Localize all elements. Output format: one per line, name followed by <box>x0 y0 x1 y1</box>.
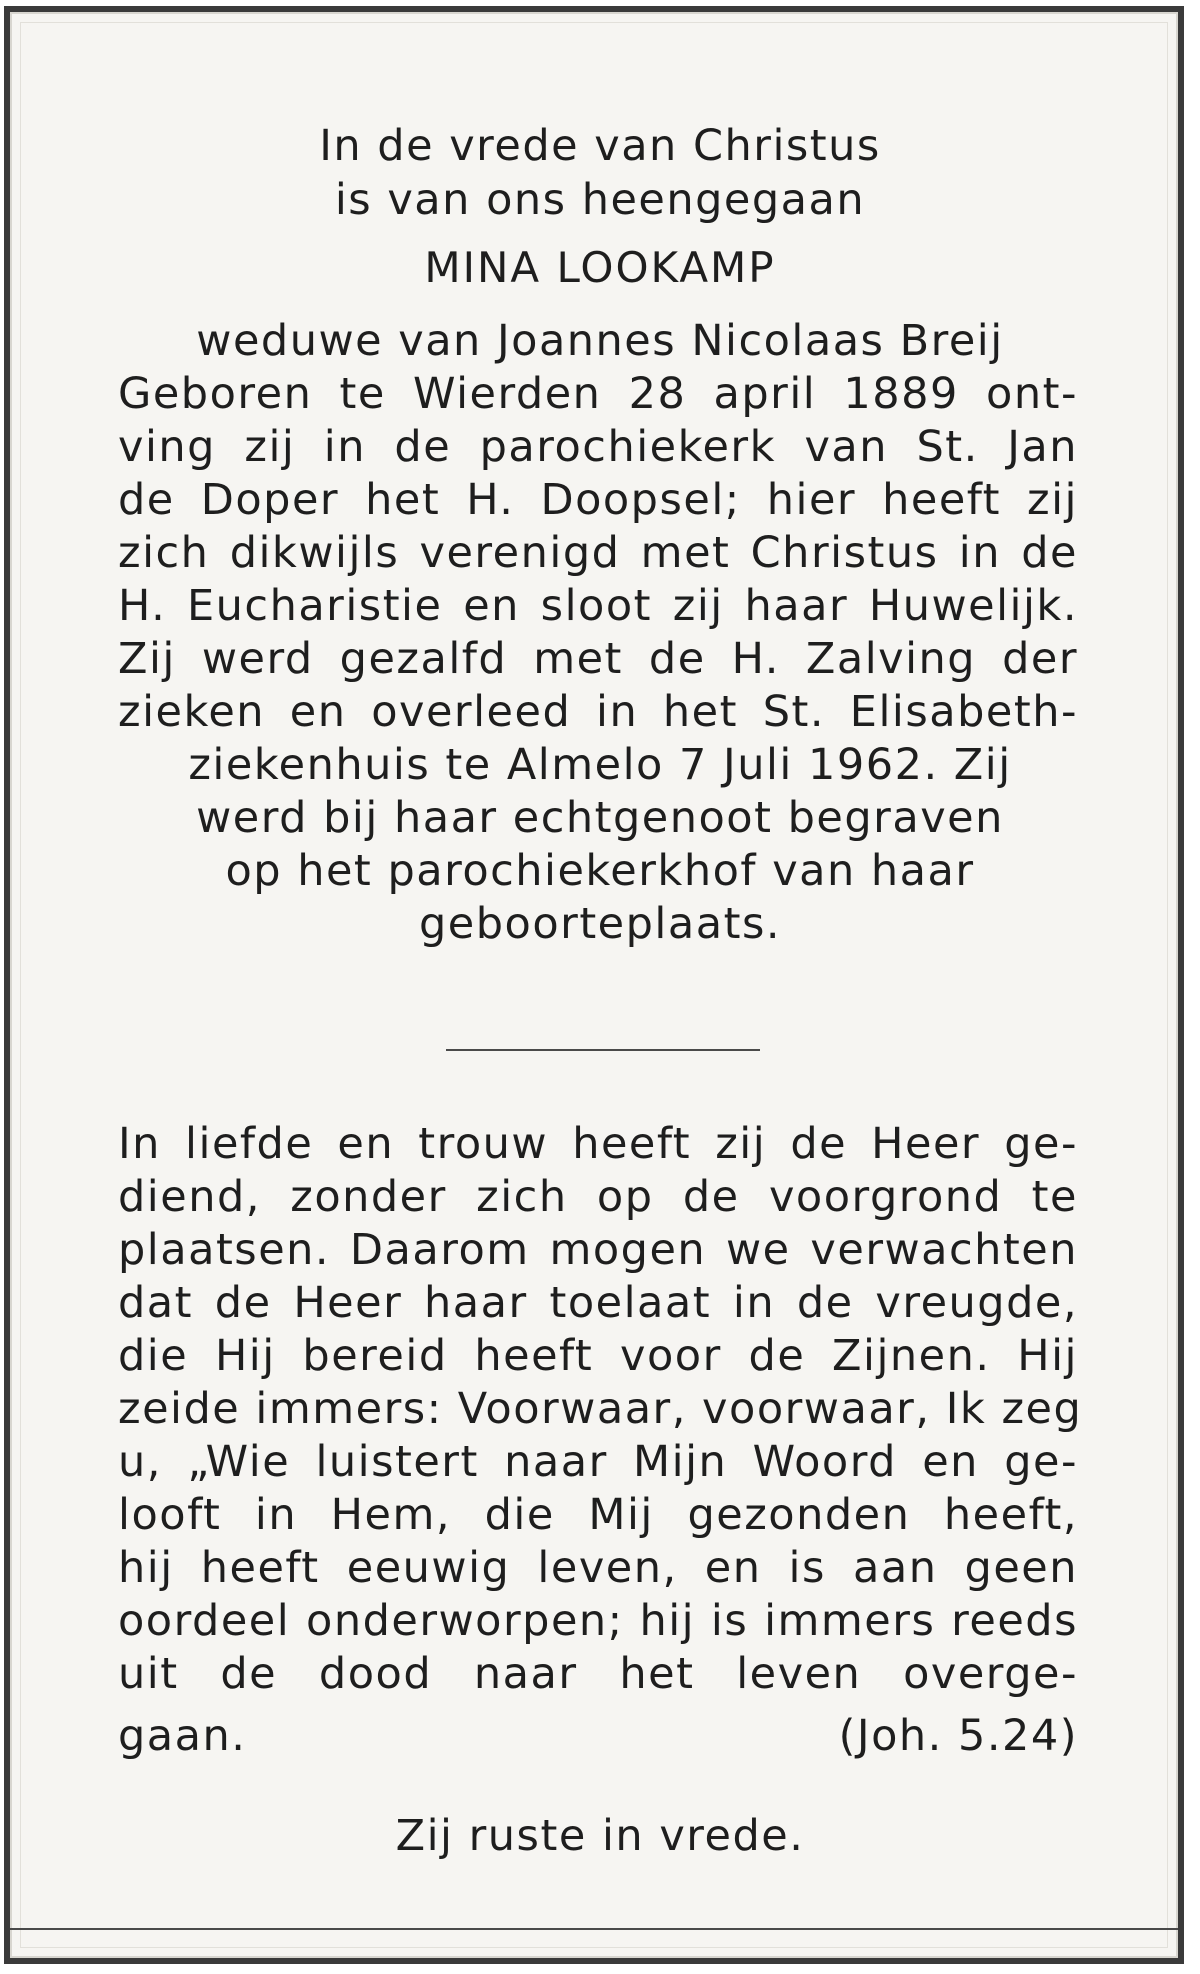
bottom-border-rule <box>10 1928 1178 1930</box>
meditation-line: looft in Hem, die Mij gezonden heeft, <box>118 1490 1078 1540</box>
farewell-line: Zij ruste in vrede. <box>395 1811 805 1861</box>
biography-line: weduwe van Joannes Nicolaas Breij <box>196 316 1004 366</box>
deceased-name: MINA LOOKAMP <box>424 243 776 292</box>
biography-line: ving zij in de parochiekerk van St. Jan <box>118 422 1078 472</box>
biography-line: zich dikwijls verenigd met Christus in de <box>118 528 1078 578</box>
scripture-reference: (Joh. 5.24) <box>838 1711 1078 1761</box>
meditation-line: oordeel onderworpen; hij is immers reeds <box>118 1596 1078 1646</box>
meditation-line: dat de Heer haar toelaat in de vreugde, <box>118 1278 1078 1328</box>
meditation-line: plaatsen. Daarom mogen we verwachten <box>118 1225 1078 1275</box>
biography-line: op het parochiekerkhof van haar <box>225 846 975 896</box>
biography-line: ziekenhuis te Almelo 7 Juli 1962. Zij <box>188 740 1012 790</box>
header-line-2: is van ons heengegaan <box>334 175 866 225</box>
meditation-line: In liefde en trouw heeft zij de Heer ge- <box>118 1119 1078 1169</box>
section-divider <box>446 1049 760 1051</box>
memorial-card <box>4 6 1184 1964</box>
meditation-line: zeide immers: Voorwaar, voorwaar, Ik zeg <box>118 1384 1083 1434</box>
meditation-line: hij heeft eeuwig leven, en is aan geen <box>118 1543 1078 1593</box>
meditation-line: diend, zonder zich op de voorgrond te <box>118 1172 1078 1222</box>
meditation-line: die Hij bereid heeft voor de Zijnen. Hij <box>118 1331 1078 1381</box>
biography-line: H. Eucharistie en sloot zij haar Huwelijk. <box>118 581 1078 631</box>
closing-word: gaan. <box>118 1711 247 1761</box>
biography-line: de Doper het H. Doopsel; hier heeft zij <box>118 475 1078 525</box>
biography-line: geboorteplaats. <box>418 899 782 949</box>
meditation-line: u, „Wie luistert naar Mijn Woord en ge- <box>118 1437 1078 1487</box>
header-line-1: In de vrede van Christus <box>319 121 881 171</box>
meditation-line: uit de dood naar het leven overge- <box>118 1649 1078 1699</box>
closing-line <box>118 1710 1078 1762</box>
biography-line: zieken en overleed in het St. Elisabeth- <box>118 687 1078 737</box>
biography-line: Geboren te Wierden 28 april 1889 ont- <box>118 369 1078 419</box>
biography-line: werd bij haar echtgenoot begraven <box>196 793 1004 843</box>
biography-line: Zij werd gezalfd met de H. Zalving der <box>118 634 1078 684</box>
